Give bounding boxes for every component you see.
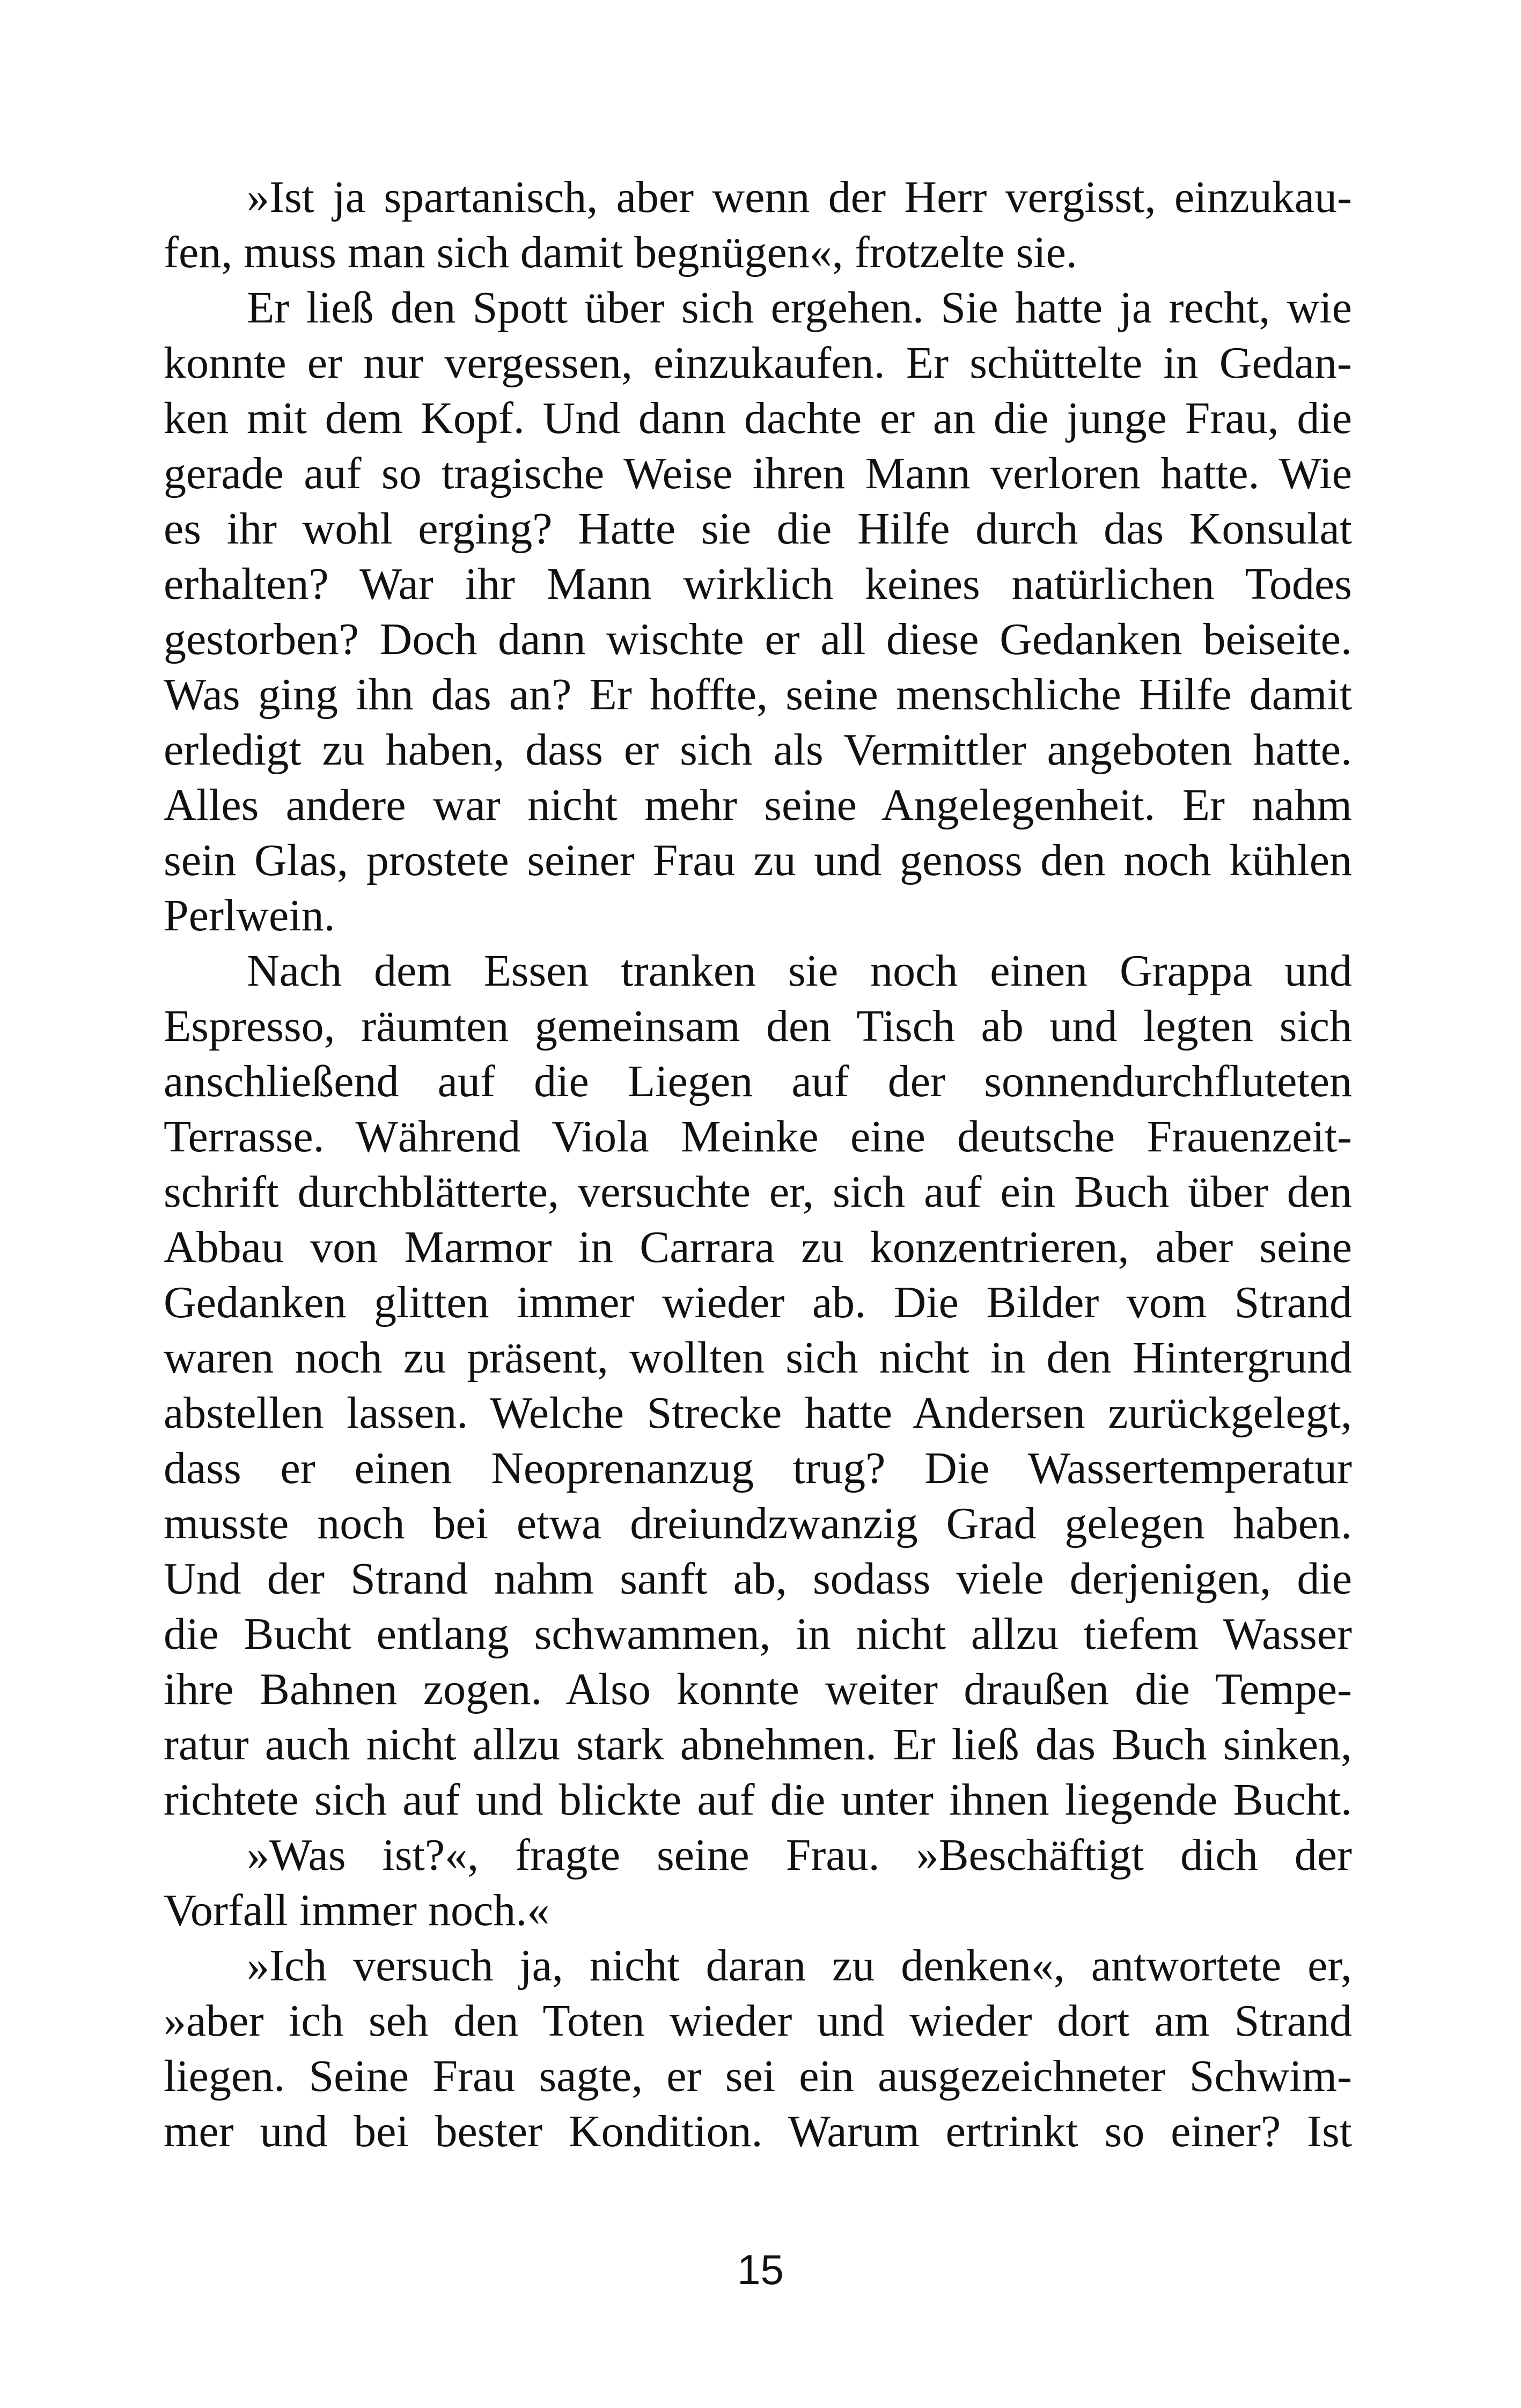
text-line: musste noch bei etwa dreiundzwanzig Grad gelegen haben. bbox=[164, 1499, 1352, 1548]
text-line: Terrasse. Während Viola Meinke eine deutsche Frauenzeit- bbox=[164, 1112, 1352, 1162]
text-line: waren noch zu präsent, wollten sich nicht in den Hintergrund bbox=[164, 1333, 1352, 1383]
page-number: 15 bbox=[737, 2246, 784, 2293]
text-line: Und der Strand nahm sanft ab, sodass viele derjenigen, die bbox=[164, 1554, 1352, 1604]
text-line: richtete sich auf und blickte auf die unter ihnen liegende Bucht. bbox=[164, 1775, 1352, 1825]
text-line: konnte er nur vergessen, einzukaufen. Er schüttelte in Gedan- bbox=[164, 338, 1352, 388]
text-line: erhalten? War ihr Mann wirklich keines natürlichen Todes bbox=[164, 559, 1352, 609]
text-line: »aber ich seh den Toten wieder und wieder dort am Strand bbox=[164, 1996, 1352, 2046]
text-line: Vorfall immer noch.« bbox=[164, 1885, 550, 1935]
text-line: dass er einen Neoprenanzug trug? Die Wassertemperatur bbox=[164, 1443, 1352, 1493]
text-line: die Bucht entlang schwammen, in nicht allzu tiefem Wasser bbox=[164, 1609, 1352, 1659]
text-line: anschließend auf die Liegen auf der sonnendurchfluteten bbox=[164, 1056, 1352, 1106]
text-line: liegen. Seine Frau sagte, er sei ein ausgezeichneter Schwim- bbox=[164, 2051, 1352, 2101]
text-line: ihre Bahnen zogen. Also konnte weiter draußen die Tempe- bbox=[164, 1664, 1352, 1714]
text-line: es ihr wohl erging? Hatte sie die Hilfe durch das Konsulat bbox=[164, 504, 1352, 554]
text-line: Gedanken glitten immer wieder ab. Die Bilder vom Strand bbox=[164, 1278, 1352, 1327]
text-line: schrift durchblätterte, versuchte er, sich auf ein Buch über den bbox=[164, 1167, 1352, 1217]
text-line: abstellen lassen. Welche Strecke hatte Andersen zurückgelegt, bbox=[164, 1388, 1352, 1438]
text-line: fen, muss man sich damit begnügen«, frotzelte sie. bbox=[164, 227, 1077, 277]
text-line: gestorben? Doch dann wischte er all diese Gedanken beiseite. bbox=[164, 614, 1352, 664]
text-line: Espresso, räumten gemeinsam den Tisch ab und legten sich bbox=[164, 1001, 1352, 1051]
text-line: Perlwein. bbox=[164, 891, 335, 941]
text-line: erledigt zu haben, dass er sich als Vermittler angeboten hatte. bbox=[164, 725, 1352, 775]
text-line: gerade auf so tragische Weise ihren Mann verloren hatte. Wie bbox=[164, 449, 1352, 498]
text-line: »Ich versuch ja, nicht daran zu denken«, antwortete er, bbox=[247, 1941, 1352, 1991]
text-line: Nach dem Essen tranken sie noch einen Grappa und bbox=[247, 946, 1352, 996]
text-line: Was ging ihn das an? Er hoffte, seine menschliche Hilfe damit bbox=[164, 670, 1352, 720]
text-line: ken mit dem Kopf. Und dann dachte er an die junge Frau, die bbox=[164, 393, 1352, 443]
text-line: Er ließ den Spott über sich ergehen. Sie hatte ja recht, wie bbox=[247, 283, 1352, 333]
text-line: Abbau von Marmor in Carrara zu konzentrieren, aber seine bbox=[164, 1222, 1352, 1272]
body-text bbox=[164, 170, 1352, 2159]
text-line: sein Glas, prostete seiner Frau zu und genoss den noch kühlen bbox=[164, 835, 1352, 885]
text-line: Alles andere war nicht mehr seine Angelegenheit. Er nahm bbox=[164, 780, 1352, 830]
text-line: »Was ist?«, fragte seine Frau. »Beschäftigt dich der bbox=[247, 1830, 1352, 1880]
text-line: mer und bei bester Kondition. Warum ertrinkt so einer? Ist bbox=[164, 2106, 1352, 2156]
text-line: ratur auch nicht allzu stark abnehmen. Er ließ das Buch sinken, bbox=[164, 1720, 1352, 1770]
text-line: »Ist ja spartanisch, aber wenn der Herr vergisst, einzukau- bbox=[247, 172, 1352, 222]
